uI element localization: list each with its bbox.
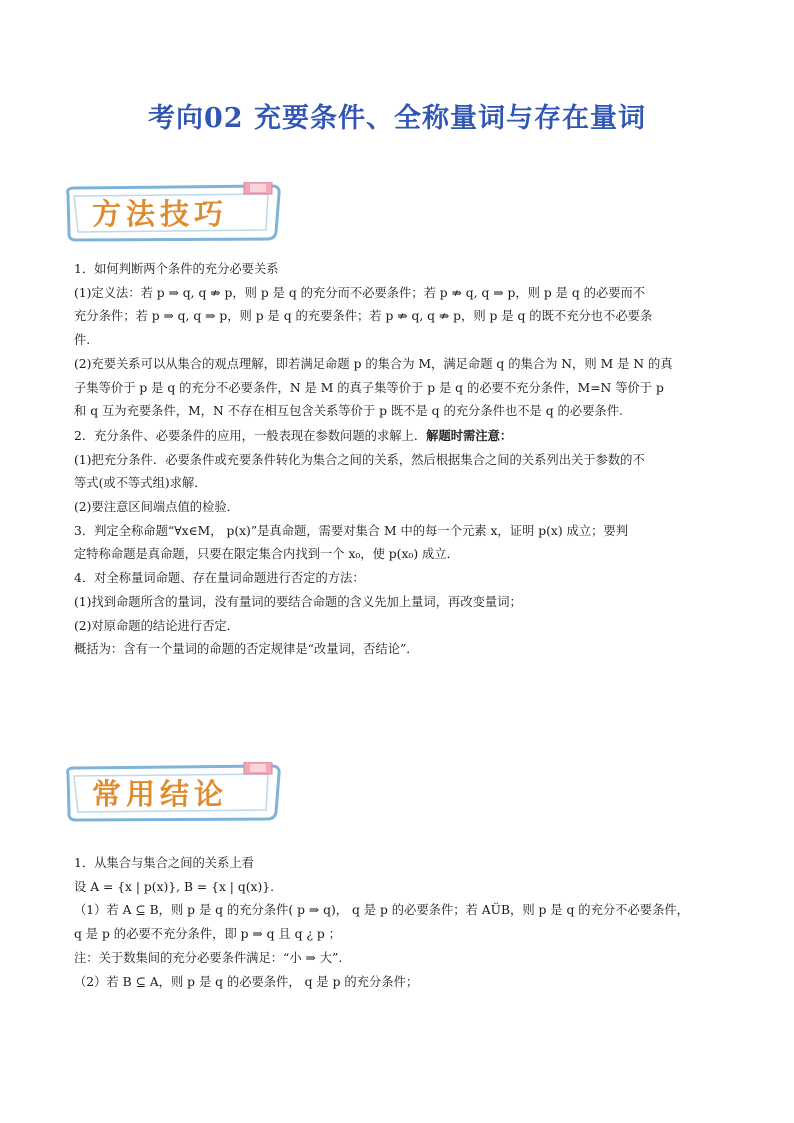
text-line: 4．对全称量词命题、存在量词命题进行否定的方法： [74, 571, 365, 586]
text-line: 等式(或不等式组)求解． [74, 476, 207, 491]
text-line: 概括为：含有一个量词的命题的否定规律是“改量词，否结论”． [74, 642, 419, 657]
text-line: (1)把充分条件．必要条件或充要条件转化为集合之间的关系，然后根据集合之间的关系列出关于参数的不 [74, 452, 645, 467]
text-line: （2）若 B ⊆ A，则 p 是 q 的必要条件， q 是 p 的充分条件； [74, 974, 419, 989]
item-text: 2．充分条件、必要条件的应用，一般表现在参数问题的求解上． [74, 428, 427, 443]
text-line: 1．从集合与集合之间的关系上看 [74, 856, 254, 870]
page-title: 考向02 充要条件、全称量词与存在量词 [148, 103, 646, 134]
section-badge-common-conclusions [62, 762, 284, 824]
text-line: (2)充要关系可以从集合的观点理解，即若满足命题 p 的集合为 M，满足命题 q 的集合为 N，则 M 是 N 的真 [74, 356, 673, 371]
text-line: 件. [74, 333, 91, 348]
text-line: q 是 p 的必要不充分条件，即 p ⇒ q 且 q ¿ p ； [74, 927, 341, 942]
item-emphasis: 解题时需注意： [426, 427, 513, 443]
text-line: 定特称命题是真命题，只要在限定集合内找到一个 x₀，使 p(x₀) 成立． [74, 547, 459, 562]
common-conclusions-content [74, 852, 734, 994]
text-line: 1．如何判断两个条件的充分必要关系 [74, 262, 279, 276]
text-line: 和 q 互为充要条件，M，N 不存在相互包含关系等价于 p 既不是 q 的充分条件也不是 q 的必要条件. [74, 404, 623, 419]
text-line [74, 424, 734, 449]
text-line: (2)对原命题的结论进行否定． [74, 618, 239, 633]
text-line: 3．判定全称命题“∀x∈M， p(x)”是真命题，需要对集合 M 中的每一个元素 x，证明 p(x) 成立；要判 [74, 523, 629, 538]
badge-label: 常用结论 [92, 777, 229, 811]
badge-label: 方法技巧 [92, 197, 229, 231]
text-line: (2)要注意区间端点值的检验． [74, 500, 239, 515]
section-badge-method-tips [62, 182, 284, 244]
text-line: (1)找到命题所含的量词，没有量词的要结合命题的含义先加上量词，再改变量词； [74, 594, 522, 609]
text-line: 设 A = {x | p(x)}, B = {x | q(x)}. [74, 879, 274, 894]
text-line: 注：关于数集间的充分必要条件满足：“小 ⇒ 大”. [74, 950, 343, 965]
text-line: 子集等价于 p 是 q 的充分不必要条件，N 是 M 的真子集等价于 p 是 q 的必要不充分条件，M=N 等价于 p [74, 380, 664, 395]
text-line: （1）若 A ⊆ B，则 p 是 q 的充分条件( p ⇒ q)， q 是 p 的必要条件；若 AÜB，则 p 是 q 的充分不必要条件， [74, 903, 689, 918]
method-tips-content [74, 258, 734, 662]
text-line: (1)定义法：若 p ⇒ q, q ⇏ p，则 p 是 q 的充分而不必要条件；若 p ⇏ q, q ⇒ p，则 p 是 q 的必要而不 [74, 285, 646, 300]
text-line: 充分条件；若 p ⇒ q, q ⇒ p，则 p 是 q 的充要条件；若 p ⇏ q, q ⇏ p，则 p 是 q 的既不充分也不必要条 [74, 309, 653, 324]
